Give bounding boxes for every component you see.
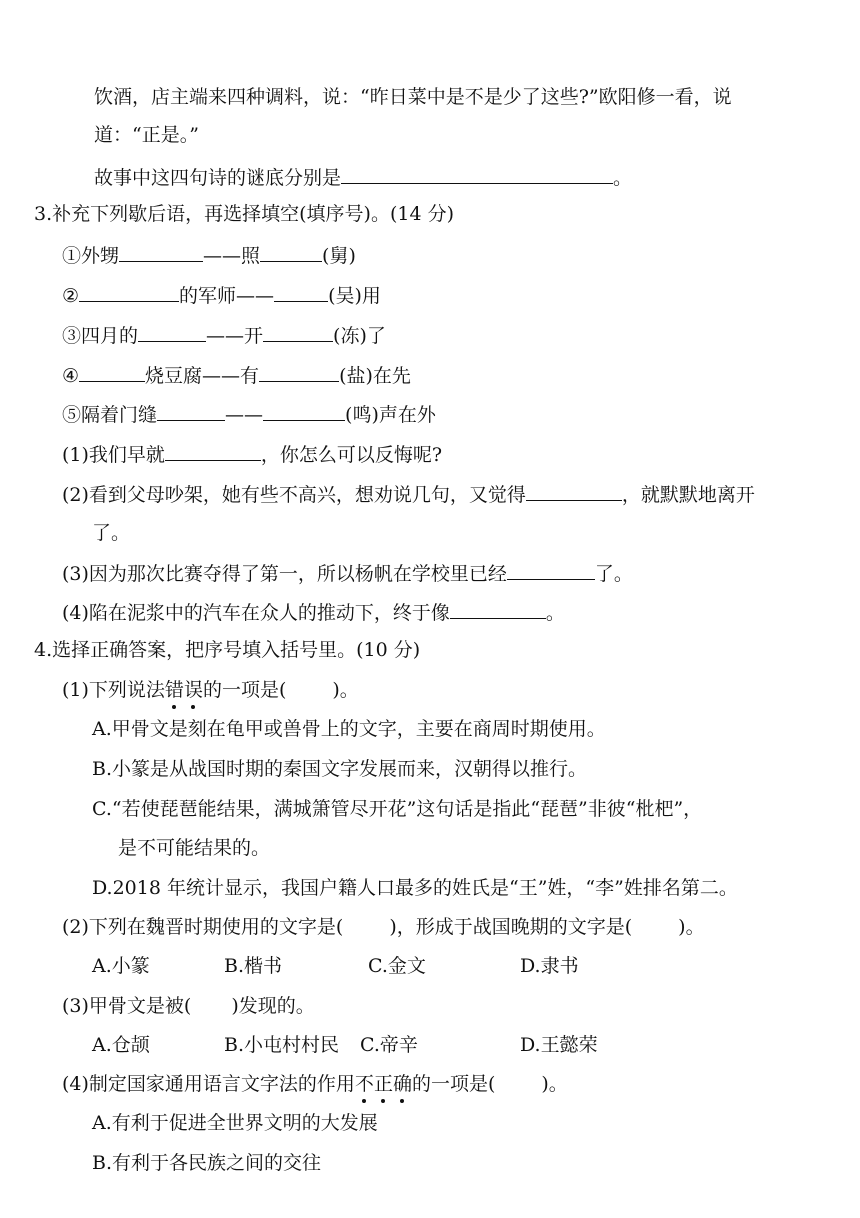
item-hint: (鸣)声在外 (345, 404, 436, 426)
q3-fill-2-cont: 了。 (92, 522, 131, 544)
fill-blank[interactable] (165, 440, 261, 461)
q4-s4-stem (62, 1071, 568, 1097)
stem-text: )发现的。 (231, 995, 315, 1017)
q4-heading: 4.选择正确答案，把序号填入括号里。(10 分) (34, 639, 421, 661)
story-answer-suffix: 。 (613, 167, 633, 189)
fill-text: (3)因为那次比赛夺得了第一，所以杨帆在学校里已经 (62, 563, 507, 585)
emphasis-char: 正 (373, 1073, 393, 1095)
fill-text: (1)我们早就 (62, 444, 165, 466)
item-blank[interactable] (138, 321, 206, 342)
stem-text: )。 (541, 1073, 568, 1095)
story-line-2: 道：“正是。” (94, 124, 199, 146)
item-text: ——开 (206, 325, 264, 347)
stem-text: 的一项是( (411, 1073, 496, 1095)
item-number: ⑤ (62, 404, 82, 426)
item-blank[interactable] (263, 400, 345, 421)
q3-fill-4 (62, 598, 565, 626)
q4-s1-option-b: B.小篆是从战国时期的秦国文字发展而来，汉朝得以推行。 (92, 758, 588, 780)
fill-text: 。 (545, 602, 565, 624)
emphasis-char: 不 (354, 1073, 374, 1095)
item-number: ② (62, 285, 80, 307)
q4-s2-option-a: A.小篆 (92, 955, 150, 977)
stem-text: (3)甲骨文是被( (62, 995, 192, 1017)
fill-text: (2)看到父母吵架，她有些不高兴，想劝说几句，又觉得 (62, 484, 526, 506)
q4-s1-stem (62, 677, 359, 703)
q4-s2-option-d: D.隶书 (520, 955, 579, 977)
stem-text: )。 (332, 679, 359, 701)
fill-blank[interactable] (450, 598, 546, 619)
q3-fill-2 (62, 480, 755, 508)
emphasis-char: 确 (392, 1073, 412, 1095)
item-hint: (舅) (322, 245, 356, 267)
q4-s2-option-c: C.金文 (368, 955, 426, 977)
item-blank[interactable] (274, 281, 328, 302)
q4-s2-option-b: B.楷书 (224, 955, 283, 977)
q3-fill-1 (62, 440, 442, 468)
story-answer-line (94, 163, 632, 191)
stem-text: (1)下列说法 (62, 679, 165, 701)
item-text: 的军师—— (179, 285, 275, 307)
q4-s3-option-a: A.仓颉 (92, 1034, 150, 1056)
emphasis-char: 误 (183, 679, 203, 701)
item-blank[interactable] (259, 361, 339, 382)
item-blank[interactable] (260, 241, 322, 262)
stem-text: (4)制定国家通用语言文字法的作用 (62, 1073, 355, 1095)
q4-s4-option-a: A.有利于促进全世界文明的大发展 (92, 1112, 378, 1134)
q4-s2-stem (62, 914, 705, 940)
stem-text: 的一项是( (202, 679, 287, 701)
fill-blank[interactable] (507, 559, 595, 580)
stem-text: )。 (678, 916, 705, 938)
item-hint: (吴)用 (328, 285, 381, 307)
story-answer-blank[interactable] (341, 163, 613, 184)
item-text: —— (225, 404, 264, 426)
q4-s3-option-d: D.王懿荣 (520, 1034, 598, 1056)
fill-text: (4)陷在泥浆中的汽车在众人的推动下，终于像 (62, 602, 450, 624)
item-text: 外甥 (81, 245, 120, 267)
q3-item-2 (62, 281, 381, 309)
item-text: 烧豆腐——有 (145, 365, 260, 387)
q3-item-1 (62, 241, 356, 269)
q4-s1-option-c-cont: 是不可能结果的。 (118, 837, 271, 859)
q3-heading: 3.补充下列歇后语，再选择填空(填序号)。(14 分) (34, 203, 454, 225)
item-text: 四月的 (81, 325, 139, 347)
q4-s1-option-d: D.2018 年统计显示，我国户籍人口最多的姓氏是“王”姓，“李”姓排名第二。 (92, 877, 738, 899)
q3-item-5 (62, 400, 436, 428)
story-answer-prefix: 故事中这四句诗的谜底分别是 (94, 167, 342, 189)
item-number: ③ (62, 325, 82, 347)
fill-text: 了。 (594, 563, 633, 585)
q4-s3-option-b: B.小屯村村民 (224, 1034, 340, 1056)
fill-text: ，你怎么可以反悔呢? (260, 444, 443, 466)
stem-text: )，形成于战国晚期的文字是( (389, 916, 633, 938)
item-blank[interactable] (79, 361, 145, 382)
fill-blank[interactable] (526, 480, 622, 501)
q3-item-3 (62, 321, 386, 349)
emphasis-char: 错 (164, 679, 184, 701)
q4-s1-option-c: C.“若使琵琶能结果，满城箫管尽开花”这句话是指此“琵琶”非彼“枇杷”， (92, 798, 703, 820)
q4-s4-option-b: B.有利于各民族之间的交往 (92, 1152, 322, 1174)
item-blank[interactable] (263, 321, 333, 342)
q4-s1-option-a: A.甲骨文是刻在龟甲或兽骨上的文字，主要在商周时期使用。 (92, 718, 606, 740)
item-hint: (盐)在先 (339, 365, 411, 387)
story-line-1: 饮酒，店主端来四种调料，说：“昨日菜中是不是少了这些?”欧阳修一看，说 (94, 86, 732, 108)
item-hint: (冻)了 (333, 325, 386, 347)
fill-text: ，就默默地离开 (621, 484, 755, 506)
q3-fill-3 (62, 559, 633, 587)
item-number: ① (62, 245, 82, 267)
q3-item-4 (62, 361, 411, 389)
item-text: ——照 (203, 245, 261, 267)
stem-text: (2)下列在魏晋时期使用的文字是( (62, 916, 344, 938)
item-blank[interactable] (157, 400, 225, 421)
q4-s3-option-c: C.帝辛 (360, 1034, 418, 1056)
item-blank[interactable] (119, 241, 203, 262)
item-number: ④ (62, 365, 80, 387)
item-blank[interactable] (79, 281, 179, 302)
item-text: 隔着门缝 (81, 404, 158, 426)
q4-s3-stem (62, 993, 315, 1019)
